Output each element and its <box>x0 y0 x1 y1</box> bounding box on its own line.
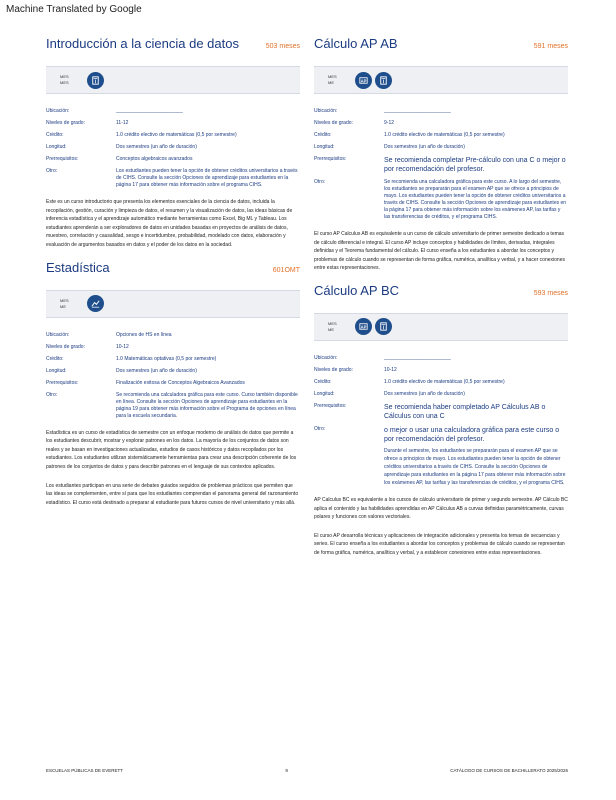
calculator-badge-icon <box>87 72 104 89</box>
course-tags <box>328 321 337 333</box>
info-row <box>46 120 300 130</box>
info-value-text: 9-12 <box>384 120 395 126</box>
course-banner <box>314 66 568 94</box>
info-value-text: Se recomienda una calculadora gráfica para este curso. A lo largo del semestre, los estudiantes se prepararán para el examen AP que se ofrece a principios de mayo. Los estudiantes pueden tener la opción de obtener créditos universitarios a través de CIHS. Consulte la sección Opciones de aprendizaje para estudiantes en la página 17 para obtener más información sobre los exámenes AP, las tarifas y las transferencias de créditos, y el programa CIHS. <box>384 179 567 220</box>
info-label: Otro: <box>46 168 58 174</box>
info-row <box>314 179 568 224</box>
course-tag: ME <box>60 303 66 309</box>
info-label: Niveles de grado: <box>314 120 353 126</box>
info-label: Longitud: <box>46 144 67 150</box>
course-title: Estadística <box>46 259 110 275</box>
info-row <box>46 344 300 354</box>
info-value-text: Se recomienda una calculadora gráfica para este curso. Curso también disponible en línea. Consulte la sección Opciones de aprendizaje para estudiantes en la página 19 para obtener más información sobre el Programa de opciones en línea para la escuela secundaria. <box>116 391 298 419</box>
info-label: Niveles de grado: <box>46 343 85 350</box>
info-value-text: 1.0 crédito electivo de matemáticas (0,5 por semestre) <box>384 132 505 138</box>
info-value <box>116 356 216 366</box>
course-description: Los estudiantes participan en una serie de debates guiados seguidos de problemas prácticos que permiten que las ideas se complementen, entre sí para que los estudiantes comprendan el panorama general del razonamiento estadístico. El curso está destinado a preparar al estudiante para futuros cursos de nivel universitario y más allá. <box>46 482 299 506</box>
course-tags <box>60 74 69 86</box>
info-label: Longitud: <box>314 390 335 397</box>
info-value-text: Finalización exitosa de Conceptos Algebraicos Avanzados <box>116 379 245 386</box>
info-value <box>116 368 197 378</box>
info-row <box>46 368 300 378</box>
course-banner <box>46 66 300 94</box>
course-tag: MES <box>60 80 69 85</box>
info-row <box>314 132 568 142</box>
info-label: Otro: <box>314 179 326 185</box>
course-block <box>314 36 568 273</box>
info-value-text: Dos semestres (un año de duración) <box>116 144 197 150</box>
info-value-extra: Durante el semestre, los estudiantes se prepararán para el examen AP que se ofrece a principios de mayo. Los estudiantes pueden tener la opción de obtener créditos universitarios a través de CIHS. Consulte la sección Opciones de aprendizaje para estudiantes en la página 17 para obtener más información sobre los exámenes AP, las tarifas y las transferencias de créditos, y el programa CIHS. <box>384 447 566 486</box>
course-code: 593 meses <box>533 289 568 297</box>
machine-translated-label: Machine Translated by Google <box>6 4 142 15</box>
info-value-text: 10-12 <box>116 343 129 350</box>
info-row <box>314 426 568 490</box>
info-label: Prerrequisitos: <box>314 402 347 409</box>
info-row <box>46 156 300 166</box>
info-label: Crédito: <box>46 355 64 362</box>
info-value-text: Los estudiantes pueden tener la opción de obtener créditos universitarios a través de CIHS. Consulte la sección Opciones de aprendizaje para estudiantes en la página 17 para obtener más información sobre el programa CIHS. <box>116 168 298 188</box>
info-label: Niveles de grado: <box>46 120 85 126</box>
info-value <box>116 132 237 142</box>
info-value <box>116 332 172 342</box>
info-value-text: ________________________ <box>384 108 451 114</box>
svg-text:AP: AP <box>360 324 367 330</box>
info-row <box>314 367 568 377</box>
info-label: Ubicación: <box>46 108 70 114</box>
course-header <box>46 36 300 66</box>
course-description: Este es un curso introductorio que presenta los elementos esenciales de la ciencia de datos, incluida la recopilación, gestión, curación y limpieza de datos, el resumen y la visualización de datos, las ideas básicas de inferencia estadística y el aprendizaje automático mediante herramientas como Excel, Big ML y Tableau. Los estudiantes aprenderán a ser exploradores de datos en unidades basadas en proyectos de análisis de datos, muestreo, correlación y causalidad, sesgo e incertidumbre, probabilidad, modelado con datos, elaboración y evaluación de argumentos basados en datos y el poder de los datos en la sociedad. <box>46 199 293 248</box>
info-value <box>116 120 128 130</box>
info-value-text: Se recomienda completar Pre-cálculo con una C o mejor o por recomendación del profesor. <box>384 157 566 173</box>
info-row <box>314 403 568 424</box>
ap-badge-icon <box>355 318 372 335</box>
info-label: Prerrequisitos: <box>314 156 347 162</box>
info-value <box>384 179 568 224</box>
info-row <box>46 144 300 154</box>
calculator-badge-icon <box>375 72 392 89</box>
info-row <box>314 379 568 389</box>
course-tag: ME <box>328 80 334 85</box>
info-label: Niveles de grado: <box>314 366 353 373</box>
footer-catalog: CATÁLOGO DE CURSOS DE BACHILLERATO 2025/2026 <box>450 768 568 773</box>
ap-badge-icon <box>355 72 372 89</box>
info-row <box>46 108 300 118</box>
info-value <box>116 344 129 354</box>
info-value <box>384 108 451 118</box>
info-value-text: Opciones de HS en línea <box>116 331 172 338</box>
info-label: Crédito: <box>314 132 332 138</box>
info-label: Otro: <box>314 425 326 432</box>
info-value <box>384 426 568 490</box>
left-column <box>46 36 300 517</box>
course-tags <box>60 298 69 310</box>
info-value-text: 1.0 Matemáticas optativas (0,5 por semestre) <box>116 355 217 362</box>
course-title: Cálculo AP AB <box>314 36 398 51</box>
course-tag: MES <box>60 297 69 303</box>
info-value-text: 1.0 crédito electivo de matemáticas (0,5 por semestre) <box>116 132 237 138</box>
course-code: 503 meses <box>265 43 300 50</box>
info-row <box>314 120 568 130</box>
info-value <box>384 367 397 377</box>
info-value-text: Se recomienda haber completado AP Cálculus AB o Cálculus con una C <box>384 403 546 420</box>
info-value-text: 10-12 <box>384 366 397 373</box>
info-row <box>314 355 568 365</box>
footer-page-number: 9 <box>285 768 288 773</box>
info-value <box>384 391 465 401</box>
info-row <box>46 168 300 192</box>
info-value <box>384 144 465 154</box>
course-header <box>314 36 568 66</box>
info-value <box>116 380 245 390</box>
course-description: Estadística es un curso de estadística de semestre con un enfoque moderno de análisis de datos que permite a los estudiantes descubrir, mostrar y explorar patrones en los datos. La mayoría de los conjuntos de datos son reales y se basan en investigaciones actualizadas, estudios de casos históricos y datos recopilados por los estudiantes. Los estudiantes utilizan sistemáticamente herramientas para crear una descripción coherente de los patrones de los conjuntos de datos y para describir patrones en el lenguaje de sus contextos aplicados. <box>46 429 297 470</box>
course-tag: MES <box>328 320 337 326</box>
course-code: 591 meses <box>533 43 568 50</box>
info-row <box>46 380 300 390</box>
course-block <box>314 283 568 558</box>
info-row <box>46 356 300 366</box>
course-code: 601OMT <box>272 266 300 274</box>
course-block <box>46 260 300 508</box>
info-value-text: Conceptos algebraicos avanzados <box>116 156 193 162</box>
course-title: Introducción a la ciencia de datos <box>46 36 239 51</box>
calculator-badge-icon <box>375 318 392 335</box>
info-label: Crédito: <box>314 378 332 385</box>
chart-badge-icon <box>87 295 104 312</box>
info-value <box>116 392 300 423</box>
info-value <box>384 379 505 389</box>
course-header <box>314 283 568 313</box>
info-value-text: 1.0 crédito electivo de matemáticas (0,5 por semestre) <box>384 378 505 385</box>
info-row <box>314 144 568 154</box>
course-tag: MES <box>328 74 337 79</box>
info-row <box>314 108 568 118</box>
course-header <box>46 260 300 290</box>
course-banner <box>46 290 300 318</box>
footer-school: ESCUELAS PÚBLICAS DE EVERETT <box>46 768 124 773</box>
info-label: Longitud: <box>314 144 335 150</box>
info-value-text: o mejor o usar una calculadora gráfica para este curso o por recomendación del profesor. <box>384 426 560 443</box>
info-label: Prerrequisitos: <box>46 379 79 386</box>
course-description: AP Calculus BC es equivalente a los cursos de cálculo universitario de primer y segundo semestre. AP Cálculo BC aplica el contenido y las habilidades aprendidas en AP Cálculus AB a curvas definidas paramétricamente, curvas polares y funciones con valores vectoriales. <box>314 496 568 521</box>
course-tag: MES <box>60 74 69 79</box>
course-description: El curso AP Calculus AB es equivalente a un curso de cálculo universitario de primer semestre dedicado a temas de cálculo diferencial e integral. El curso AP incluye conceptos y habilidades de límites, derivadas, integrales definidas y el Teorema fundamental del cálculo. El curso enseña a los estudiantes a abordar los conceptos y problemas de cálculo cuando se representan de forma gráfica, numérica, analítica y verbal, y a hacer conexiones entre estas representaciones. <box>314 231 565 272</box>
info-row <box>314 156 568 177</box>
info-value-text: ________________________ <box>384 354 451 361</box>
info-value <box>116 156 192 166</box>
course-title: Cálculo AP BC <box>314 282 400 298</box>
info-label: Ubicación: <box>314 108 338 114</box>
svg-text:AP: AP <box>360 77 367 83</box>
info-label: Crédito: <box>46 132 64 138</box>
info-value-text: Dos semestres (un año de duración) <box>384 144 465 150</box>
info-label: Longitud: <box>46 367 67 374</box>
info-value <box>384 132 505 142</box>
course-block <box>46 36 300 250</box>
page-footer <box>46 768 568 773</box>
info-value-text: 11-12 <box>116 120 129 126</box>
info-value-text: Dos semestres (un año de duración) <box>384 390 465 397</box>
course-description: El curso AP desarrolla técnicas y aplicaciones de integración adicionales y presenta los temas de secuencias y series. El curso enseña a los estudiantes a abordar los conceptos y problemas de cálculo cuando se representan de forma gráfica, numérica, analítica y verbal, y a establecer conexiones entre estas representaciones. <box>314 532 565 556</box>
info-row <box>46 132 300 142</box>
course-tags <box>328 74 337 86</box>
info-value-text: ________________________ <box>116 108 183 114</box>
info-label: Ubicación: <box>314 354 338 361</box>
info-value <box>384 156 568 177</box>
info-value <box>384 355 451 365</box>
info-label: Prerrequisitos: <box>46 156 79 162</box>
info-row <box>46 332 300 342</box>
course-tag: ME <box>328 326 334 332</box>
info-value <box>116 144 197 154</box>
info-value <box>116 108 183 118</box>
info-value-text: Dos semestres (un año de duración) <box>116 367 197 374</box>
info-value <box>384 403 568 424</box>
info-label: Otro: <box>46 391 58 398</box>
info-label: Ubicación: <box>46 331 70 338</box>
info-value <box>384 120 394 130</box>
right-column <box>314 36 568 568</box>
info-value <box>116 168 300 192</box>
course-banner <box>314 313 568 341</box>
info-row <box>314 391 568 401</box>
info-row <box>46 392 300 423</box>
